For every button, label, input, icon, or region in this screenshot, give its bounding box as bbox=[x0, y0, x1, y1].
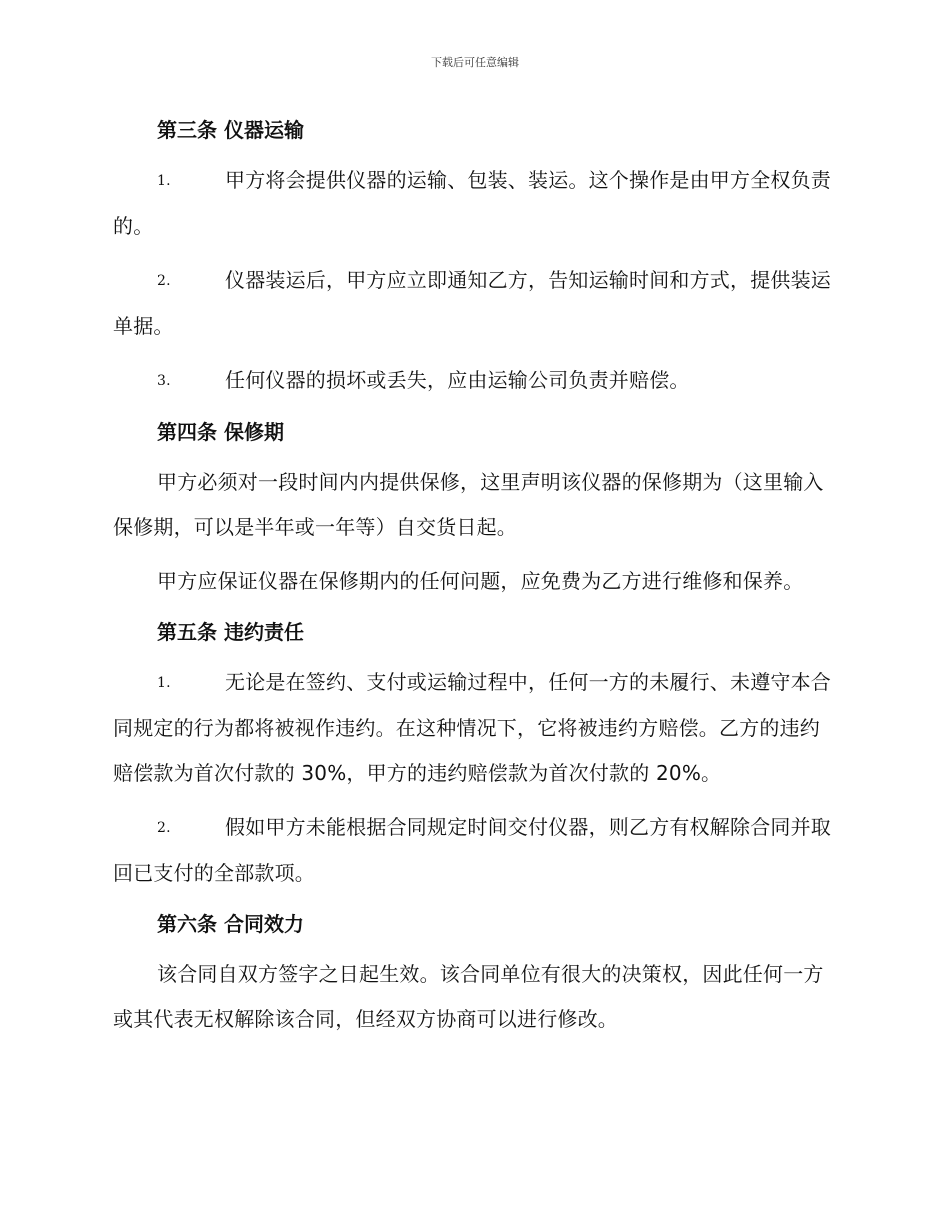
item-text: 无论是在签约、支付或运输过程中，任何一方的未履行、未遵守本合同规定的行为都将被视作违约。在这种情况下，它将被违约方赔偿。乙方的违约赔偿款为首次付款的 30%，甲方的违约赔偿款为首次付款的 20%。 bbox=[113, 670, 831, 785]
item-text: 仪器装运后，甲方应立即通知乙方，告知运输时间和方式，提供装运单据。 bbox=[113, 268, 831, 338]
article-3-item-3 bbox=[113, 358, 835, 404]
item-number: 3. bbox=[157, 373, 171, 389]
article-4-paragraph-1: 甲方必须对一段时间内内提供保修，这里声明该仪器的保修期为（这里输入保修期，可以是半年或一年等）自交货日起。 bbox=[113, 470, 824, 539]
item-text: 甲方将会提供仪器的运输、包装、装运。这个操作是由甲方全权负责的。 bbox=[113, 168, 831, 238]
article-3-item-2 bbox=[113, 258, 835, 349]
page-header: 下载后可任意编辑 bbox=[431, 56, 519, 69]
item-number: 2. bbox=[157, 820, 171, 836]
article-5-item-2 bbox=[113, 805, 835, 896]
item-text: 任何仪器的损坏或丢失，应由运输公司负责并赔偿。 bbox=[225, 368, 690, 392]
document-body bbox=[113, 114, 835, 1042]
article-4-paragraph-2: 甲方应保证仪器在保修期内的任何问题，应免费为乙方进行维修和保养。 bbox=[157, 569, 804, 593]
article-6-paragraph-1: 该合同自双方签字之日起生效。该合同单位有很大的决策权，因此任何一方或其代表无权解除该合同，但经双方协商可以进行修改。 bbox=[113, 962, 824, 1031]
article-6-title: 第六条 合同效力 bbox=[157, 912, 304, 936]
item-number: 2. bbox=[157, 273, 171, 289]
article-5-title: 第五条 违约责任 bbox=[157, 620, 304, 644]
article-3-title: 第三条 仪器运输 bbox=[157, 118, 304, 142]
article-4-title: 第四条 保修期 bbox=[157, 420, 284, 444]
item-text: 假如甲方未能根据合同规定时间交付仪器，则乙方有权解除合同并取回已支付的全部款项。 bbox=[113, 815, 831, 885]
item-number: 1. bbox=[157, 675, 171, 691]
article-3-item-1 bbox=[113, 158, 835, 249]
article-5-item-1 bbox=[113, 660, 835, 796]
item-number: 1. bbox=[157, 173, 171, 189]
